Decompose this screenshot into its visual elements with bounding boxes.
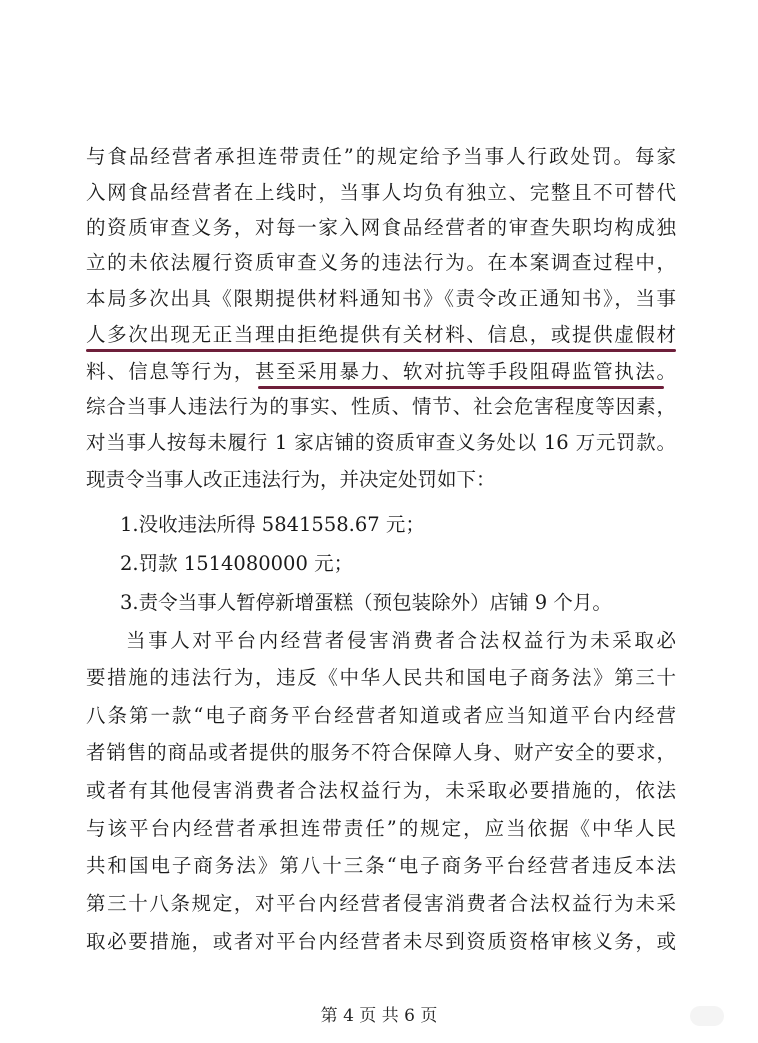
text-line: 现责令当事人改正违法行为，并决定处罚如下： — [86, 468, 496, 491]
text-line: 人多次出现无正当理由拒绝提供有关材料、信息，或提供虚假材 — [86, 323, 676, 346]
penalty-item: 1.没收违法所得 5841558.67 元； — [120, 513, 425, 536]
text-line: 对当事人按每未履行 1 家店铺的资质审查义务处以 16 万元罚款。 — [86, 431, 676, 454]
text-line: 共和国电子商务法》第八十三条“电子商务平台经营者违反本法 — [86, 854, 676, 877]
page-number: 第 4 页 共 6 页 — [320, 1006, 438, 1026]
text-line: 与食品经营者承担连带责任”的规定给予当事人行政处罚。每家 — [86, 145, 676, 168]
text-line: 当事人对平台内经营者侵害消费者合法权益行为未采取必 — [126, 629, 676, 652]
text-line: 第三十八条规定，对平台内经营者侵害消费者合法权益行为未采 — [86, 892, 676, 915]
penalty-item: 2.罚款 1514080000 元； — [120, 552, 354, 575]
text-line: 立的未依法履行资质审查义务的违法行为。在本案调查过程中， — [86, 251, 676, 274]
text-line: 取必要措施，或者对平台内经营者未尽到资质资格审核义务，或 — [86, 930, 676, 953]
text-line: 要措施的违法行为，违反《中华人民共和国电子商务法》第三十 — [86, 666, 676, 689]
text-line: 或者有其他侵害消费者合法权益行为，未采取必要措施的，依法 — [86, 779, 676, 802]
text-line: 本局多次出具《限期提供材料通知书》《责令改正通知书》，当事 — [86, 287, 676, 310]
text-line: 料、信息等行为，甚至采用暴力、软对抗等手段阻碍监管执法。 — [86, 360, 676, 383]
text-line: 入网食品经营者在上线时，当事人均负有独立、完整且不可替代 — [86, 181, 676, 204]
text-line: 的资质审查义务，对每一家入网食品经营者的审查失职均构成独 — [86, 216, 676, 239]
highlight-underline — [258, 386, 664, 389]
text-line: 与该平台内经营者承担连带责任”的规定，应当依据《中华人民 — [86, 817, 676, 840]
text-line: 者销售的商品或者提供的服务不符合保障人身、财产安全的要求， — [86, 741, 676, 764]
watermark-logo — [690, 1006, 724, 1026]
penalty-item: 3.责令当事人暂停新增蛋糕（预包装除外）店铺 9 个月。 — [120, 591, 612, 614]
text-line: 综合当事人违法行为的事实、性质、情节、社会危害程度等因素， — [86, 395, 676, 418]
highlight-underline — [86, 349, 676, 352]
text-line: 八条第一款“电子商务平台经营者知道或者应当知道平台内经营 — [86, 704, 676, 727]
